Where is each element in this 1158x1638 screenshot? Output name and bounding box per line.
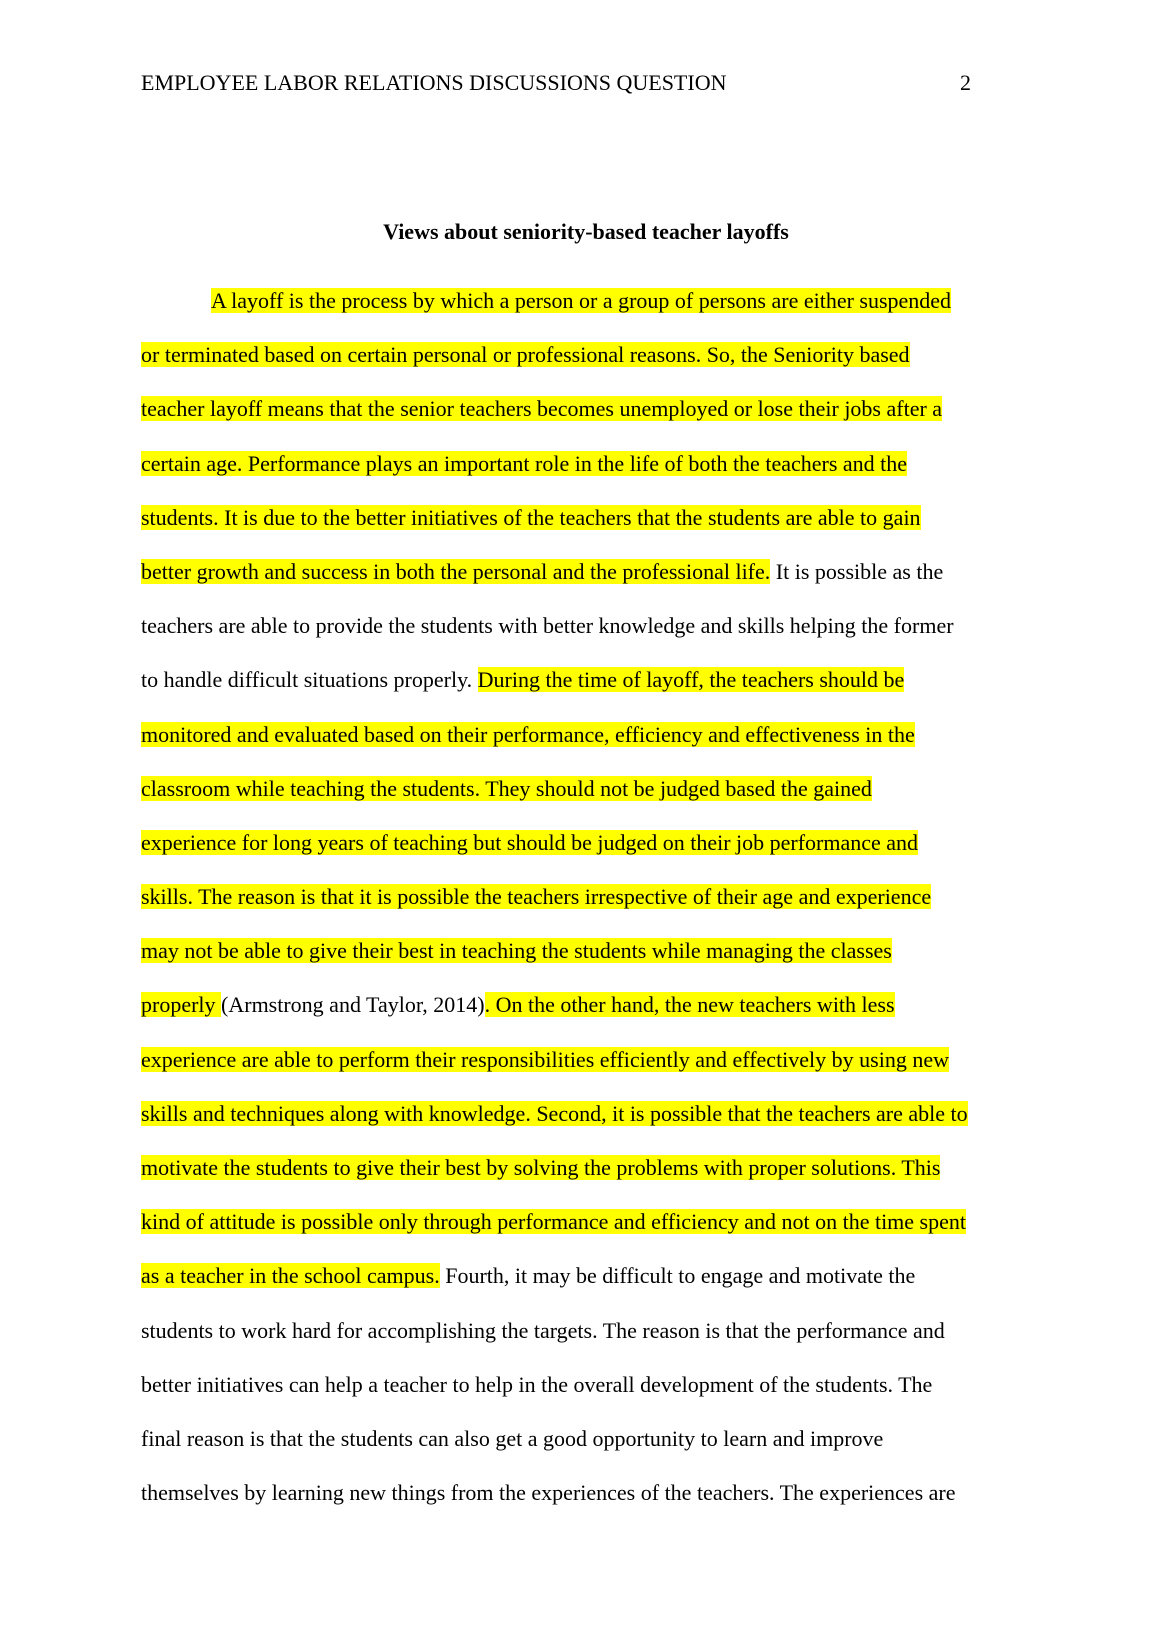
highlighted-text: . On the other hand, the new teachers with less: [484, 992, 895, 1018]
highlighted-text: skills. The reason is that it is possible the teachers irrespective of their age and experience: [141, 884, 932, 910]
text-segment: themselves by learning new things from the experiences of the teachers. The experiences are: [141, 1480, 956, 1506]
highlighted-text: as a teacher in the school campus.: [141, 1263, 440, 1289]
highlighted-text: experience are able to perform their responsibilities efficiently and effectively by using new: [141, 1046, 949, 1072]
highlighted-text: teacher layoff means that the senior teachers becomes unemployed or lose their jobs after a: [141, 396, 943, 422]
text-segment: teachers are able to provide the students with better knowledge and skills helping the former: [141, 613, 954, 639]
text-line: [141, 1141, 1036, 1195]
body-paragraph: [141, 274, 1036, 1520]
text-segment: to handle difficult situations properly.: [141, 667, 478, 693]
text-line: [141, 274, 1036, 328]
text-line: [141, 816, 1036, 870]
text-line: [141, 653, 1036, 707]
text-line: [141, 1304, 1036, 1358]
text-segment: students to work hard for accomplishing the targets. The reason is that the performance and: [141, 1317, 945, 1343]
text-segment: final reason is that the students can also get a good opportunity to learn and improve: [141, 1425, 884, 1451]
text-line: [141, 1412, 1036, 1466]
highlighted-text: properly: [141, 992, 222, 1018]
text-segment: (Armstrong and Taylor, 2014): [221, 992, 485, 1018]
running-head-title: EMPLOYEE LABOR RELATIONS DISCUSSIONS QUESTION: [141, 70, 727, 95]
highlighted-text: or terminated based on certain personal or professional reasons. So, the Seniority based: [141, 342, 910, 368]
text-line: [141, 491, 1036, 545]
text-line: [141, 437, 1036, 491]
highlighted-text: may not be able to give their best in teaching the students while managing the classes: [141, 938, 892, 964]
text-line: [141, 1033, 1036, 1087]
text-segment: It is possible as the: [770, 558, 944, 584]
text-line: [141, 978, 1036, 1032]
text-line: [141, 1249, 1036, 1303]
highlighted-text: experience for long years of teaching but should be judged on their job performance and: [141, 829, 919, 855]
highlighted-text: monitored and evaluated based on their performance, efficiency and effectiveness in the: [141, 721, 915, 747]
page-number: 2: [960, 70, 971, 95]
text-line: [141, 870, 1036, 924]
highlighted-text: classroom while teaching the students. They should not be judged based the gained: [141, 775, 872, 801]
highlighted-text: better growth and success in both the personal and the professional life.: [141, 558, 771, 584]
highlighted-text: students. It is due to the better initiatives of the teachers that the students are able to gain: [141, 504, 921, 530]
text-line: [141, 599, 1036, 653]
text-line: [141, 762, 1036, 816]
text-line: [141, 708, 1036, 762]
text-segment: Fourth, it may be difficult to engage and motivate the: [439, 1263, 916, 1289]
text-line: [141, 545, 1036, 599]
text-line: [141, 1466, 1036, 1520]
text-line: [141, 382, 1036, 436]
text-line: [141, 1087, 1036, 1141]
section-title: Views about seniority-based teacher layoffs: [383, 219, 789, 244]
highlighted-text: skills and techniques along with knowledge. Second, it is possible that the teachers are able to: [141, 1100, 968, 1126]
highlighted-text: A layoff is the process by which a person or a group of persons are either suspended: [211, 288, 952, 313]
text-line: [141, 1195, 1036, 1249]
highlighted-text: certain age. Performance plays an important role in the life of both the teachers and the: [141, 450, 908, 476]
highlighted-text: kind of attitude is possible only through performance and efficiency and not on the time spent: [141, 1209, 966, 1235]
text-line: [141, 924, 1036, 978]
highlighted-text: motivate the students to give their best by solving the problems with proper solutions. This: [141, 1155, 941, 1180]
text-line: [141, 1358, 1036, 1412]
running-head: [141, 67, 971, 99]
highlighted-text: During the time of layoff, the teachers should be: [477, 667, 905, 693]
text-segment: better initiatives can help a teacher to help in the overall development of the students. The: [141, 1371, 933, 1397]
text-line: [141, 328, 1036, 382]
